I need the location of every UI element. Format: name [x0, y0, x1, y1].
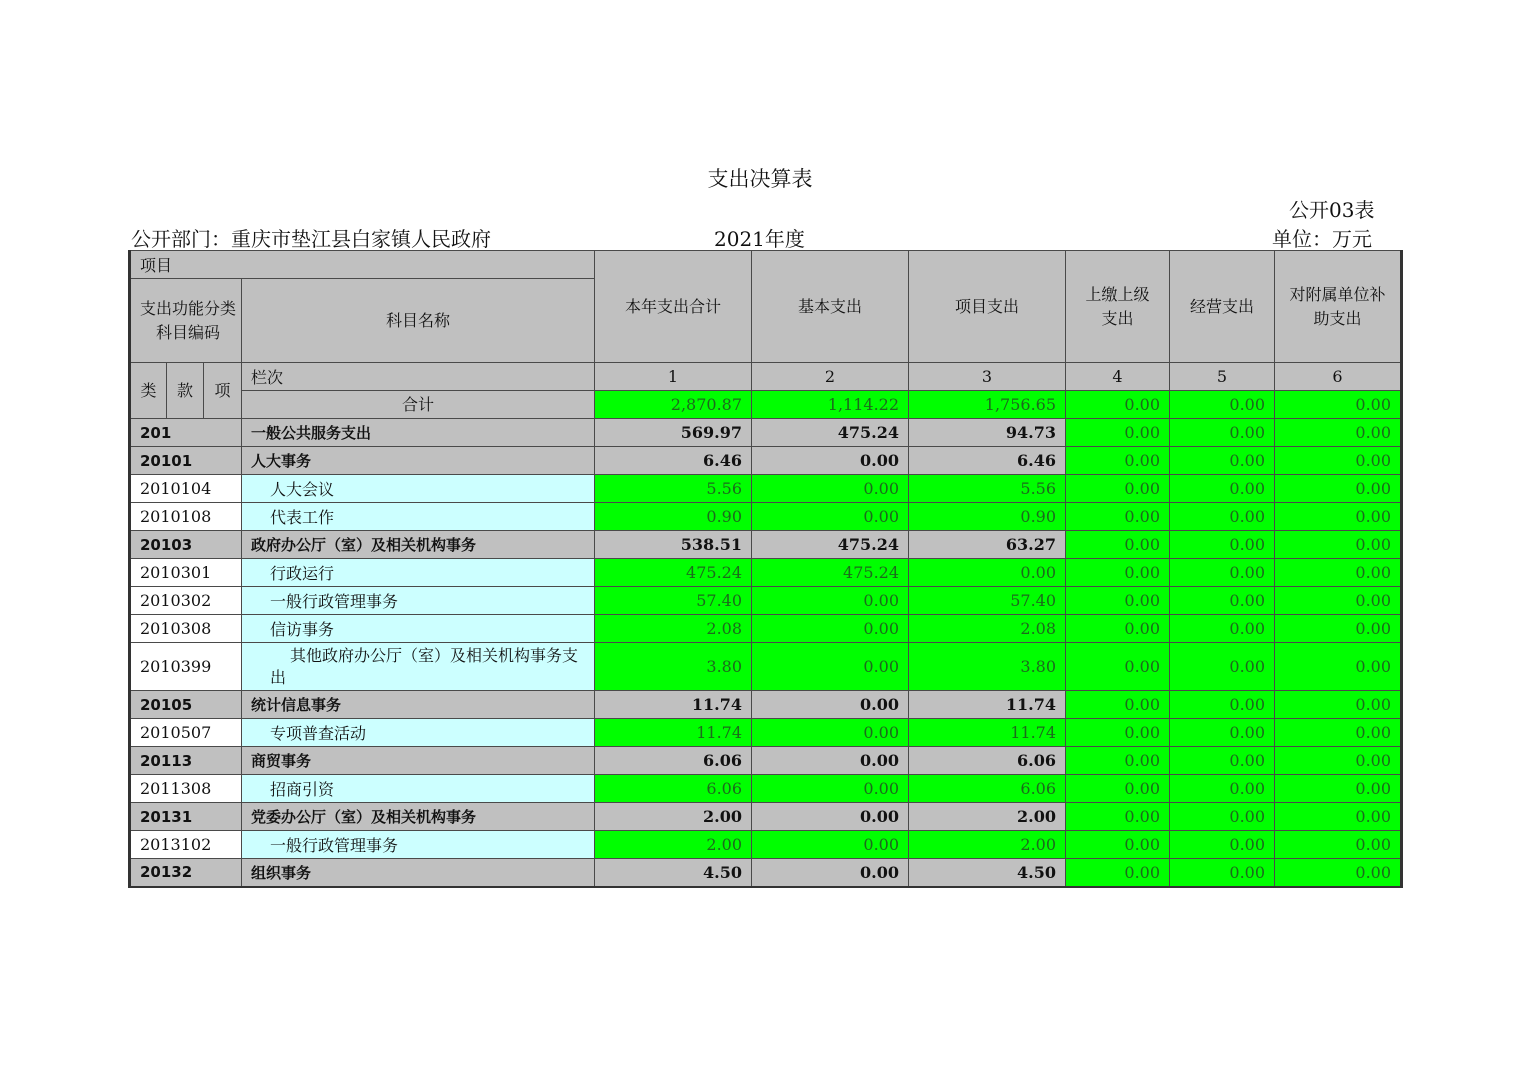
row-project: 0.90 — [909, 503, 1066, 531]
row-basic: 0.00 — [752, 831, 909, 859]
header-func-code-text: 支出功能分类科目编码 — [140, 298, 237, 342]
row-business: 0.00 — [1170, 775, 1275, 803]
row-subsidy: 0.00 — [1275, 475, 1402, 503]
row-subject-name: 人大会议 — [242, 475, 595, 503]
row-basic: 0.00 — [752, 775, 909, 803]
row-business: 0.00 — [1170, 447, 1275, 475]
table-row — [130, 643, 1402, 691]
row-subject-name: 商贸事务 — [242, 747, 595, 775]
row-project: 2.08 — [909, 615, 1066, 643]
row-business: 0.00 — [1170, 803, 1275, 831]
row-code: 2013102 — [130, 831, 242, 859]
row-subject-name: 招商引资 — [242, 775, 595, 803]
header-project-expense: 项目支出 — [909, 251, 1066, 363]
row-business: 0.00 — [1170, 587, 1275, 615]
row-total: 4.50 — [595, 859, 752, 887]
row-basic: 0.00 — [752, 475, 909, 503]
row-total: 0.90 — [595, 503, 752, 531]
sum-project: 1,756.65 — [909, 391, 1066, 419]
row-subject-name: 专项普查活动 — [242, 719, 595, 747]
row-upper: 0.00 — [1066, 643, 1170, 691]
row-business: 0.00 — [1170, 859, 1275, 887]
row-subsidy: 0.00 — [1275, 615, 1402, 643]
header-basic: 基本支出 — [752, 251, 909, 363]
row-project: 4.50 — [909, 859, 1066, 887]
row-total: 2.00 — [595, 803, 752, 831]
row-upper: 0.00 — [1066, 719, 1170, 747]
row-business: 0.00 — [1170, 419, 1275, 447]
row-subsidy: 0.00 — [1275, 587, 1402, 615]
row-basic: 0.00 — [752, 691, 909, 719]
row-project: 57.40 — [909, 587, 1066, 615]
col-no-5: 5 — [1170, 363, 1275, 391]
row-total: 2.00 — [595, 831, 752, 859]
row-basic: 0.00 — [752, 587, 909, 615]
row-code: 2010308 — [130, 615, 242, 643]
row-total: 57.40 — [595, 587, 752, 615]
header-lei: 类 — [130, 363, 167, 419]
row-code: 2010301 — [130, 559, 242, 587]
row-code: 2011308 — [130, 775, 242, 803]
row-subject-name: 代表工作 — [242, 503, 595, 531]
row-upper: 0.00 — [1066, 503, 1170, 531]
row-upper: 0.00 — [1066, 859, 1170, 887]
row-code: 20113 — [130, 747, 242, 775]
row-upper: 0.00 — [1066, 587, 1170, 615]
row-subsidy: 0.00 — [1275, 447, 1402, 475]
header-func-code — [130, 279, 242, 363]
row-subject-name: 信访事务 — [242, 615, 595, 643]
row-subject-name: 政府办公厅（室）及相关机构事务 — [242, 531, 595, 559]
row-subsidy: 0.00 — [1275, 803, 1402, 831]
row-code: 2010507 — [130, 719, 242, 747]
row-business: 0.00 — [1170, 615, 1275, 643]
table-row — [130, 475, 1402, 503]
header-upper-text: 上缴上级支出 — [1085, 284, 1150, 328]
header-subject-name: 科目名称 — [242, 279, 595, 363]
row-code: 20103 — [130, 531, 242, 559]
row-project: 11.74 — [909, 719, 1066, 747]
row-subject-name: 组织事务 — [242, 859, 595, 887]
row-total: 11.74 — [595, 719, 752, 747]
header-project: 项目 — [130, 251, 595, 279]
row-business: 0.00 — [1170, 719, 1275, 747]
row-basic: 0.00 — [752, 615, 909, 643]
row-basic: 0.00 — [752, 503, 909, 531]
row-project: 2.00 — [909, 831, 1066, 859]
row-project: 6.06 — [909, 775, 1066, 803]
row-code: 20132 — [130, 859, 242, 887]
row-basic: 475.24 — [752, 531, 909, 559]
row-code: 20105 — [130, 691, 242, 719]
header-business: 经营支出 — [1170, 251, 1275, 363]
table-row — [130, 503, 1402, 531]
row-business: 0.00 — [1170, 643, 1275, 691]
row-subsidy: 0.00 — [1275, 503, 1402, 531]
row-upper: 0.00 — [1066, 531, 1170, 559]
table-row — [130, 419, 1402, 447]
row-basic: 0.00 — [752, 859, 909, 887]
row-project: 94.73 — [909, 419, 1066, 447]
row-business: 0.00 — [1170, 691, 1275, 719]
row-basic: 0.00 — [752, 803, 909, 831]
sum-basic: 1,114.22 — [752, 391, 909, 419]
table-row — [130, 531, 1402, 559]
header-kuan: 款 — [167, 363, 204, 419]
sum-subsidy: 0.00 — [1275, 391, 1402, 419]
row-basic: 475.24 — [752, 419, 909, 447]
table-row — [130, 615, 1402, 643]
row-upper: 0.00 — [1066, 691, 1170, 719]
row-code: 2010399 — [130, 643, 242, 691]
sum-label: 合计 — [242, 391, 595, 419]
row-basic: 0.00 — [752, 747, 909, 775]
row-upper: 0.00 — [1066, 475, 1170, 503]
expenditure-table — [128, 250, 1403, 888]
table-row — [130, 747, 1402, 775]
table-row — [130, 775, 1402, 803]
row-subsidy: 0.00 — [1275, 775, 1402, 803]
row-total: 5.56 — [595, 475, 752, 503]
col-no-2: 2 — [752, 363, 909, 391]
row-business: 0.00 — [1170, 747, 1275, 775]
col-no-6: 6 — [1275, 363, 1402, 391]
row-subsidy: 0.00 — [1275, 419, 1402, 447]
row-business: 0.00 — [1170, 531, 1275, 559]
row-subject-name: 党委办公厅（室）及相关机构事务 — [242, 803, 595, 831]
row-total: 2.08 — [595, 615, 752, 643]
row-upper: 0.00 — [1066, 559, 1170, 587]
row-total: 475.24 — [595, 559, 752, 587]
row-total: 6.46 — [595, 447, 752, 475]
row-total: 3.80 — [595, 643, 752, 691]
row-subject-name: 其他政府办公厅（室）及相关机构事务支出 — [242, 643, 595, 691]
row-total: 569.97 — [595, 419, 752, 447]
table-row — [130, 719, 1402, 747]
row-project: 5.56 — [909, 475, 1066, 503]
row-project: 2.00 — [909, 803, 1066, 831]
row-upper: 0.00 — [1066, 747, 1170, 775]
table-row — [130, 831, 1402, 859]
row-subsidy: 0.00 — [1275, 719, 1402, 747]
row-subject-name: 统计信息事务 — [242, 691, 595, 719]
row-basic: 475.24 — [752, 559, 909, 587]
header-lanci: 栏次 — [242, 363, 595, 391]
row-total: 538.51 — [595, 531, 752, 559]
col-no-3: 3 — [909, 363, 1066, 391]
row-business: 0.00 — [1170, 559, 1275, 587]
row-code: 20131 — [130, 803, 242, 831]
table-row — [130, 587, 1402, 615]
row-upper: 0.00 — [1066, 775, 1170, 803]
row-subsidy: 0.00 — [1275, 859, 1402, 887]
row-project: 63.27 — [909, 531, 1066, 559]
row-subject-name: 行政运行 — [242, 559, 595, 587]
row-code: 2010108 — [130, 503, 242, 531]
row-code: 201 — [130, 419, 242, 447]
page-title: 支出决算表 — [707, 167, 813, 191]
table-row — [130, 803, 1402, 831]
year-label: 2021年度 — [714, 227, 805, 251]
row-subsidy: 0.00 — [1275, 643, 1402, 691]
header-subsidy — [1275, 251, 1402, 363]
row-project: 11.74 — [909, 691, 1066, 719]
row-total: 11.74 — [595, 691, 752, 719]
row-code: 20101 — [130, 447, 242, 475]
row-basic: 0.00 — [752, 643, 909, 691]
header-upper — [1066, 251, 1170, 363]
table-row — [130, 559, 1402, 587]
header-xiang: 项 — [204, 363, 242, 419]
row-basic: 0.00 — [752, 719, 909, 747]
table-number: 公开03表 — [1289, 198, 1375, 222]
row-business: 0.00 — [1170, 475, 1275, 503]
unit-label: 单位：万元 — [1272, 227, 1372, 251]
sum-upper: 0.00 — [1066, 391, 1170, 419]
row-total: 6.06 — [595, 747, 752, 775]
row-upper: 0.00 — [1066, 615, 1170, 643]
row-subsidy: 0.00 — [1275, 747, 1402, 775]
row-upper: 0.00 — [1066, 803, 1170, 831]
row-code: 2010104 — [130, 475, 242, 503]
row-subject-name: 一般行政管理事务 — [242, 831, 595, 859]
row-project: 3.80 — [909, 643, 1066, 691]
table-row — [130, 691, 1402, 719]
row-subject-name: 人大事务 — [242, 447, 595, 475]
row-subsidy: 0.00 — [1275, 559, 1402, 587]
row-total: 6.06 — [595, 775, 752, 803]
col-no-4: 4 — [1066, 363, 1170, 391]
row-code: 2010302 — [130, 587, 242, 615]
header-subsidy-text: 对附属单位补助支出 — [1289, 284, 1386, 328]
table-row — [130, 447, 1402, 475]
row-project: 6.06 — [909, 747, 1066, 775]
row-business: 0.00 — [1170, 831, 1275, 859]
row-project: 0.00 — [909, 559, 1066, 587]
department-label: 公开部门：重庆市垫江县白家镇人民政府 — [131, 227, 491, 251]
row-business: 0.00 — [1170, 503, 1275, 531]
row-subsidy: 0.00 — [1275, 691, 1402, 719]
row-upper: 0.00 — [1066, 831, 1170, 859]
col-no-1: 1 — [595, 363, 752, 391]
header-total: 本年支出合计 — [595, 251, 752, 363]
sum-business: 0.00 — [1170, 391, 1275, 419]
sum-total: 2,870.87 — [595, 391, 752, 419]
row-upper: 0.00 — [1066, 419, 1170, 447]
row-subsidy: 0.00 — [1275, 831, 1402, 859]
row-subject-name: 一般公共服务支出 — [242, 419, 595, 447]
row-subject-name: 一般行政管理事务 — [242, 587, 595, 615]
row-subsidy: 0.00 — [1275, 531, 1402, 559]
row-project: 6.46 — [909, 447, 1066, 475]
row-upper: 0.00 — [1066, 447, 1170, 475]
table-row — [130, 859, 1402, 887]
row-basic: 0.00 — [752, 447, 909, 475]
